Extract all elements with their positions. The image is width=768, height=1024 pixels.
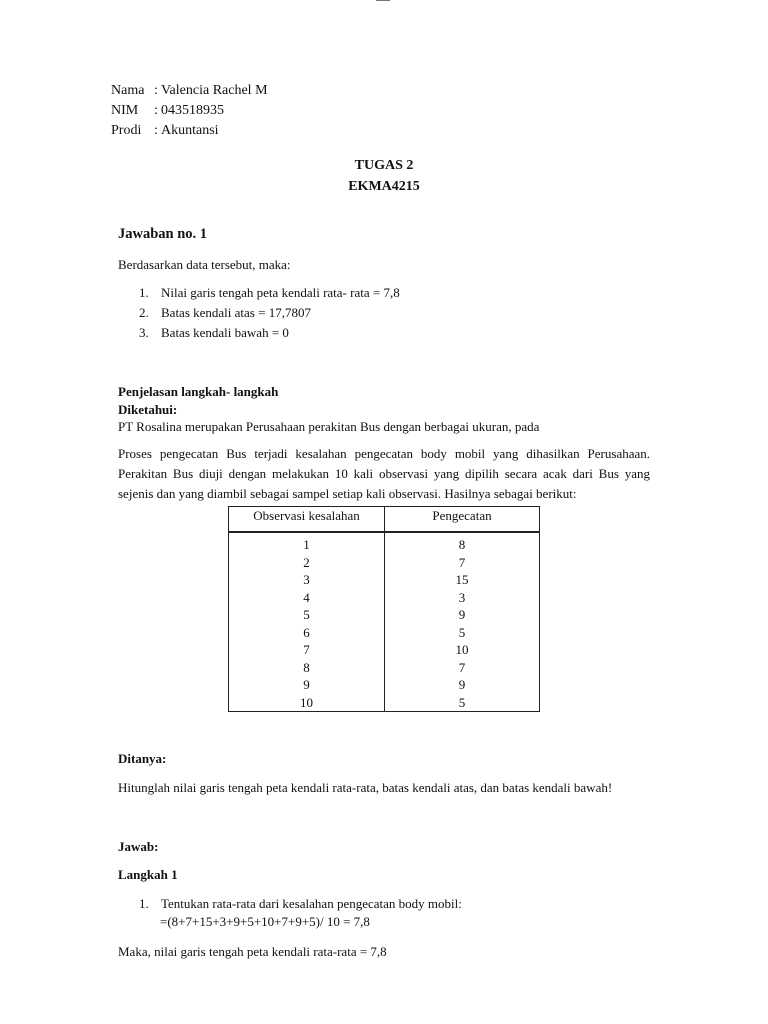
identity-separator: : xyxy=(154,103,158,118)
table-cell: 7 xyxy=(229,641,385,659)
identity-label: NIM xyxy=(111,103,139,118)
table-cell: 9 xyxy=(385,606,540,624)
known-line: PT Rosalina merupakan Perusahaan perakitan Bus dengan berbagai ukuran, pada xyxy=(118,419,540,434)
identity-value: 043518935 xyxy=(161,103,224,118)
table-cell: 2 xyxy=(229,554,385,572)
explanation-heading: Penjelasan langkah- langkah xyxy=(118,384,279,399)
step-label: Langkah 1 xyxy=(118,867,178,882)
step-conclusion: Maka, nilai garis tengah peta kendali rata-rata = 7,8 xyxy=(118,944,387,959)
table-cell: 5 xyxy=(229,606,385,624)
question-text: Hitunglah nilai garis tengah peta kendali rata-rata, batas kendali atas, dan batas kendali bawah! xyxy=(118,780,613,795)
identity-row-name xyxy=(111,81,268,101)
table-cell: 6 xyxy=(229,624,385,642)
table-row xyxy=(229,641,540,659)
identity-row-prodi xyxy=(111,121,268,141)
identity-value: Valencia Rachel M xyxy=(161,83,268,98)
column-header-painting: Pengecatan xyxy=(385,507,540,533)
identity-separator: : xyxy=(154,123,158,138)
course-code: EKMA4215 xyxy=(348,179,420,194)
table-cell: 1 xyxy=(229,532,385,554)
table-cell: 3 xyxy=(229,571,385,589)
table-cell: 5 xyxy=(385,694,540,712)
list-number: 2. xyxy=(139,305,149,320)
list-item xyxy=(139,323,400,343)
column-header-observation: Observasi kesalahan xyxy=(229,507,385,533)
table-row xyxy=(229,676,540,694)
identity-value: Akuntansi xyxy=(161,123,219,138)
table-row xyxy=(229,694,540,712)
solution-label: Jawab: xyxy=(118,839,159,854)
table-cell: 8 xyxy=(229,659,385,677)
table-row xyxy=(229,554,540,572)
table-cell: 9 xyxy=(385,676,540,694)
step-text: Tentukan rata-rata dari kesalahan pengecatan body mobil: xyxy=(161,896,462,911)
table-cell: 5 xyxy=(385,624,540,642)
step-formula: =(8+7+15+3+9+5+10+7+9+5)/ 10 = 7,8 xyxy=(160,914,370,929)
table-cell: 8 xyxy=(385,532,540,554)
list-text: Batas kendali bawah = 0 xyxy=(161,325,289,340)
identity-block xyxy=(111,81,268,141)
table-cell: 10 xyxy=(229,694,385,712)
table-row xyxy=(229,659,540,677)
table-header-row xyxy=(229,507,540,533)
list-item xyxy=(139,283,400,303)
list-text: Batas kendali atas = 17,7807 xyxy=(161,305,311,320)
table-row xyxy=(229,532,540,554)
list-number: 3. xyxy=(139,325,149,340)
identity-label: Prodi xyxy=(111,123,142,138)
answer-heading: Jawaban no. 1 xyxy=(118,226,208,242)
identity-row-nim xyxy=(111,101,268,121)
answer-intro: Berdasarkan data tersebut, maka: xyxy=(118,257,291,272)
list-number: 1. xyxy=(139,285,149,300)
table-cell: 3 xyxy=(385,589,540,607)
step-item xyxy=(139,896,462,912)
identity-separator: : xyxy=(154,83,158,98)
list-number: 1. xyxy=(139,896,149,911)
identity-label: Nama xyxy=(111,83,145,98)
page-top-mark xyxy=(376,0,390,1)
table-row xyxy=(229,589,540,607)
table-cell: 4 xyxy=(229,589,385,607)
known-label: Diketahui: xyxy=(118,402,178,417)
assignment-title: TUGAS 2 xyxy=(354,158,414,173)
answer-list xyxy=(139,283,400,343)
table-cell: 7 xyxy=(385,554,540,572)
table-cell: 10 xyxy=(385,641,540,659)
list-text: Nilai garis tengah peta kendali rata- rata = 7,8 xyxy=(161,285,400,300)
list-item xyxy=(139,303,400,323)
question-label: Ditanya: xyxy=(118,751,167,766)
table-row xyxy=(229,606,540,624)
table-cell: 7 xyxy=(385,659,540,677)
table-cell: 9 xyxy=(229,676,385,694)
table-row xyxy=(229,624,540,642)
table-row xyxy=(229,571,540,589)
table-cell: 15 xyxy=(385,571,540,589)
observation-table xyxy=(228,506,540,712)
explanation-paragraph: Proses pengecatan Bus terjadi kesalahan pengecatan body mobil yang dihasilkan Perusahaan. Perakitan Bus diuji dengan melakukan 10 kali observasi yang dipilih secara acak dari Bus yang sejenis dan yang diambil sebagai sampel setiap kali observasi. Hasilnya sebagai berikut: xyxy=(118,446,650,501)
